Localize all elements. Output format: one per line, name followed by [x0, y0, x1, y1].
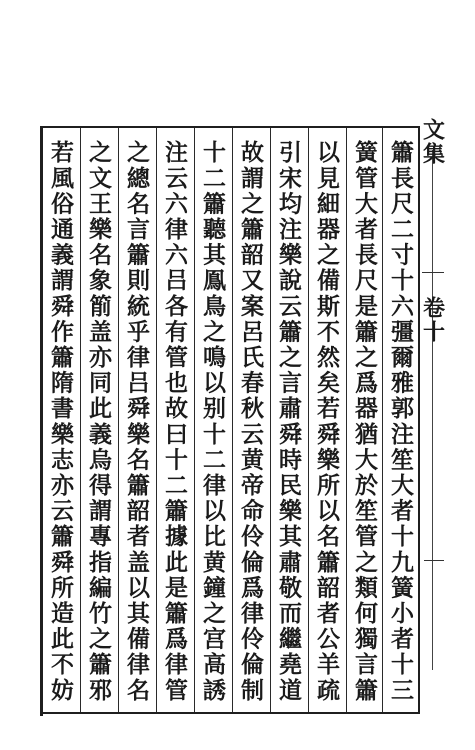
frame-top-border [40, 126, 420, 128]
column-rule [232, 128, 233, 712]
column-text: 注云六律六吕各有管也故曰十二簫據此是簫爲律管 [161, 140, 188, 704]
column-text: 之總名言簫則統乎律吕舜樂名簫韶者盖以其備律名 [123, 140, 150, 704]
volume-label [419, 296, 447, 356]
column-rule [346, 128, 347, 712]
frame-left-border [40, 126, 43, 716]
column-rule [308, 128, 309, 712]
text-column-4 [274, 134, 302, 710]
margin-tick [424, 560, 444, 561]
column-text: 簫長尺二寸十六彊爾雅郭注笙大者十九簧小者十三 [387, 140, 414, 704]
volume-text: 卷十 [419, 296, 446, 344]
column-rule [194, 128, 195, 712]
text-column-6 [198, 134, 226, 710]
column-text: 簧管大者長尺是簫之爲器猶大於笙管之類何獨言簫 [351, 140, 378, 704]
column-rule [156, 128, 157, 712]
text-column-9 [84, 134, 112, 710]
column-text: 之文王樂名象箾盖亦同此義烏得謂專指編竹之簫邪 [85, 140, 112, 704]
column-text: 十二簫聽其鳯鳥之鳴以别十二律以比黄鐘之宫高誘 [199, 140, 226, 704]
text-column-8 [122, 134, 150, 710]
column-rule [118, 128, 119, 712]
column-rule [382, 128, 383, 712]
frame-bottom-border [40, 712, 420, 714]
text-column-7 [160, 134, 188, 710]
text-column-5 [236, 134, 264, 710]
text-column-2 [350, 134, 378, 710]
column-rule [80, 128, 81, 712]
column-text: 引宋均注樂說云簫之言肅舜時民樂其肅敬而繼堯道 [275, 140, 302, 704]
collection-title: 文集 [419, 118, 446, 166]
text-column-3 [312, 134, 340, 710]
column-text: 故謂之簫韶又案呂氏春秋云黄帝命伶倫爲律伶倫制 [237, 140, 264, 704]
column-rule [270, 128, 271, 712]
column-text: 以見細器之備斯不然矣若舜樂所以名簫韶者公羊疏 [313, 140, 340, 704]
text-column-10 [46, 134, 74, 710]
text-column-1 [386, 134, 414, 710]
running-head [419, 118, 447, 318]
column-text: 若風俗通義謂舜作簫隋書樂志亦云簫舜所造此不妨 [47, 140, 74, 704]
